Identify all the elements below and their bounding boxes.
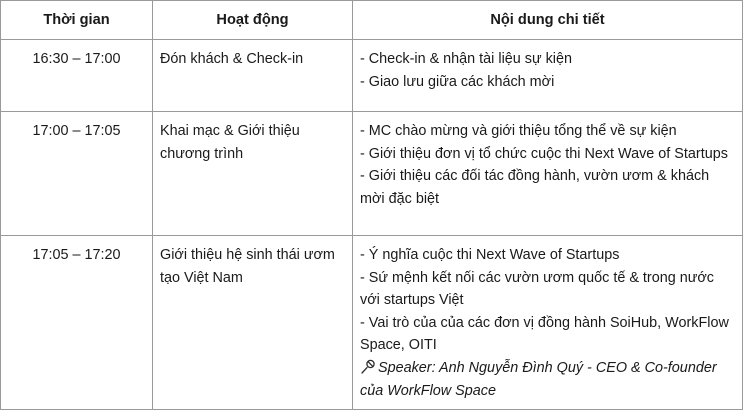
table-row (1, 112, 743, 236)
detail-line: - Giao lưu giữa các khách mời (360, 73, 555, 90)
detail-line: - Sứ mệnh kết nối các vườn ươm quốc tế & trong nước với startups Việt (360, 269, 714, 309)
table-header-row (1, 1, 743, 40)
activity-cell: Khai mạc & Giới thiệu chương trình (153, 112, 353, 236)
speaker-text: Speaker: Anh Nguyễn Đình Quý - CEO & Co-founder của WorkFlow Space (360, 359, 717, 399)
detail-line: - Ý nghĩa cuộc thi Next Wave of Startups (360, 247, 620, 263)
detail-line: - Check-in & nhận tài liệu sự kiện (360, 51, 573, 67)
table-row (1, 40, 743, 112)
activity-cell: Đón khách & Check-in (153, 40, 353, 112)
time-cell: 16:30 – 17:00 (1, 40, 153, 112)
table-row (1, 236, 743, 410)
speaker-line (360, 357, 735, 402)
activity-cell: Giới thiệu hệ sinh thái ươm tạo Việt Nam (153, 236, 353, 410)
header-details: Nội dung chi tiết (353, 1, 743, 40)
time-cell: 17:00 – 17:05 (1, 112, 153, 236)
header-time: Thời gian (1, 1, 153, 40)
details-cell (353, 40, 743, 112)
header-activity: Hoạt động (153, 1, 353, 40)
details-cell (353, 236, 743, 410)
detail-line: - MC chào mừng và giới thiệu tổng thể về sự kiện (360, 123, 677, 139)
detail-line: - Vai trò của của các đơn vị đồng hành SoiHub, WorkFlow Space, OITI (360, 314, 729, 354)
time-cell: 17:05 – 17:20 (1, 236, 153, 410)
microphone-icon (360, 359, 376, 374)
details-cell (353, 112, 743, 236)
detail-line: - Giới thiệu đơn vị tổ chức cuộc thi Next Wave of Startups (360, 145, 728, 162)
detail-line: - Giới thiệu các đối tác đồng hành, vườn ươm & khách mời đặc biệt (360, 168, 710, 207)
